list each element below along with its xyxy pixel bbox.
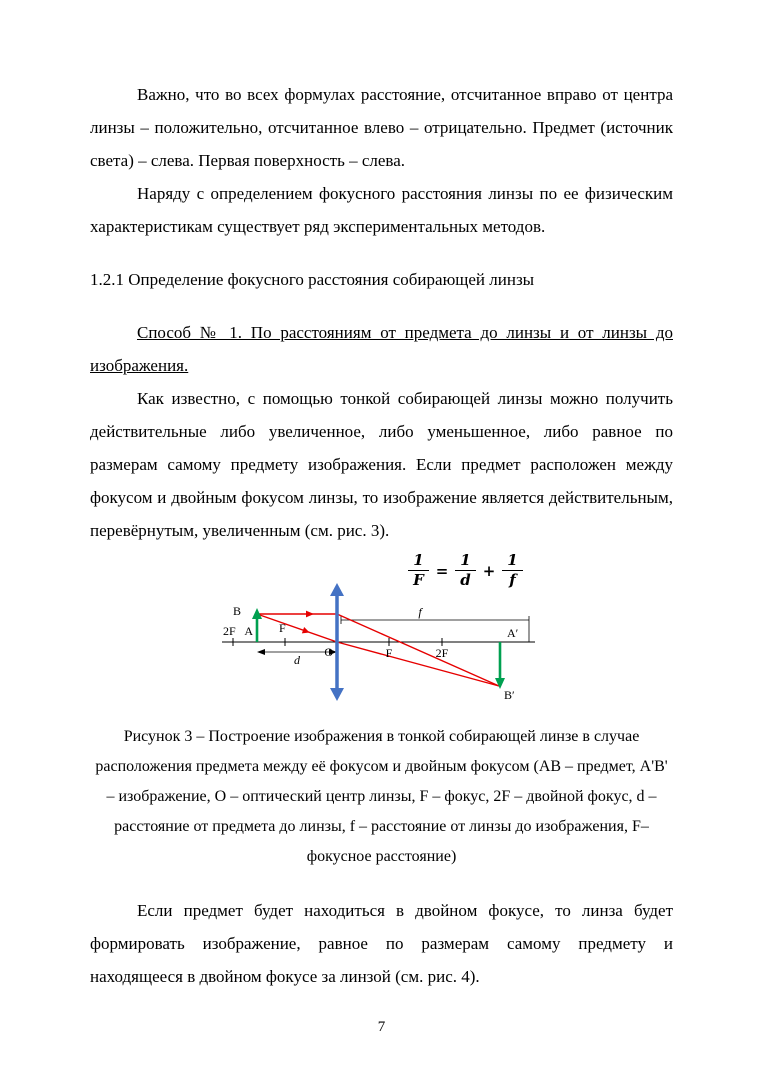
label-F-left: F <box>278 620 286 635</box>
lens-arrowhead-top <box>330 583 344 596</box>
ray-through-center <box>257 614 337 642</box>
fraction-one-over-F <box>408 552 428 590</box>
light-rays <box>257 610 499 685</box>
paragraph-double-focus: Если предмет будет находиться в двойном фокусе, то линза будет формировать изображение, равное по размерам самому предмету и находящееся в двойном фокусе за линзой (см. рис. 4). <box>90 900 673 986</box>
formula-denominator-F: F <box>413 571 424 590</box>
formula-denominator-d: d <box>460 571 471 590</box>
fraction-one-over-f <box>502 552 522 590</box>
ray-through-center-continued <box>337 642 499 686</box>
page-number: 7 <box>377 1019 386 1035</box>
formula-numerator-1: 1 <box>408 552 428 571</box>
lens-arrowhead-bottom <box>330 688 344 701</box>
paragraph-important-note: Важно, что во всех формулах расстояние, отсчитанное вправо от центра линзы – положительно, отсчитанное влево – отрицательно. Предмет (источник света) – слева. Первая поверхность – слева. <box>90 85 673 170</box>
image-arrow <box>495 642 505 689</box>
label-B-prime: B′ <box>503 687 515 702</box>
label-d: d <box>293 652 300 667</box>
label-2F-left: 2F <box>222 623 236 638</box>
ray-arrowhead-top <box>306 610 314 617</box>
label-O: O <box>323 644 333 659</box>
formula-denominator-f: f <box>509 571 516 590</box>
equals-sign: = <box>435 561 449 580</box>
label-2F-right: 2F <box>435 645 448 660</box>
ray-refracted-through-focus <box>337 614 499 686</box>
lens-diagram-svg <box>217 580 547 708</box>
thin-lens-formula <box>408 552 522 590</box>
paragraph-methods-intro: Наряду с определением фокусного расстояния линзы по ее физическим характеристикам существует ряд экспериментальных методов. <box>90 184 673 236</box>
lens-ray-diagram <box>90 580 673 713</box>
d-dimension-arrow-left <box>257 649 265 655</box>
figure-3 <box>90 552 673 713</box>
plus-sign: + <box>482 561 496 580</box>
fraction-one-over-d <box>455 552 475 590</box>
label-f: f <box>417 604 422 619</box>
label-F-right: F <box>385 645 392 660</box>
formula-numerator-2: 1 <box>455 552 475 571</box>
label-A: A <box>243 623 253 638</box>
section-heading-1-2-1: 1.2.1 Определение фокусного расстояния собирающей линзы <box>90 270 535 289</box>
label-B: B <box>232 603 241 618</box>
paragraph-lens-explanation: Как известно, с помощью тонкой собирающей линзы можно получить действительные либо увеличенное, либо уменьшенное, либо равное по размерам самому предмету изображения. Если предмет расположен между фокусом и двойным фокусом линзы, то изображение является действительным, перевёрнутым, увеличенным (см. рис. 3). <box>90 389 673 540</box>
ray-arrowhead-diagonal <box>301 626 310 635</box>
formula-numerator-3: 1 <box>502 552 522 571</box>
label-A-prime: A′ <box>506 625 518 640</box>
figure-3-caption: Рисунок 3 – Построение изображения в тонкой собирающей линзе в случае расположения предмета между её фокусом и двойным фокусом (AB – предмет, A'B' – изображение, O – оптический центр линзы, F – фокус, 2F – двойной фокус, d – расстояние от предмета до линзы, f – расстояние от линзы до изображения, F–фокусное расстояние) <box>95 727 668 865</box>
object-arrow <box>252 608 262 642</box>
method-1-underlined-paragraph: Способ № 1. По расстояниям от предмета до линзы и от линзы до изображения. <box>90 323 673 375</box>
